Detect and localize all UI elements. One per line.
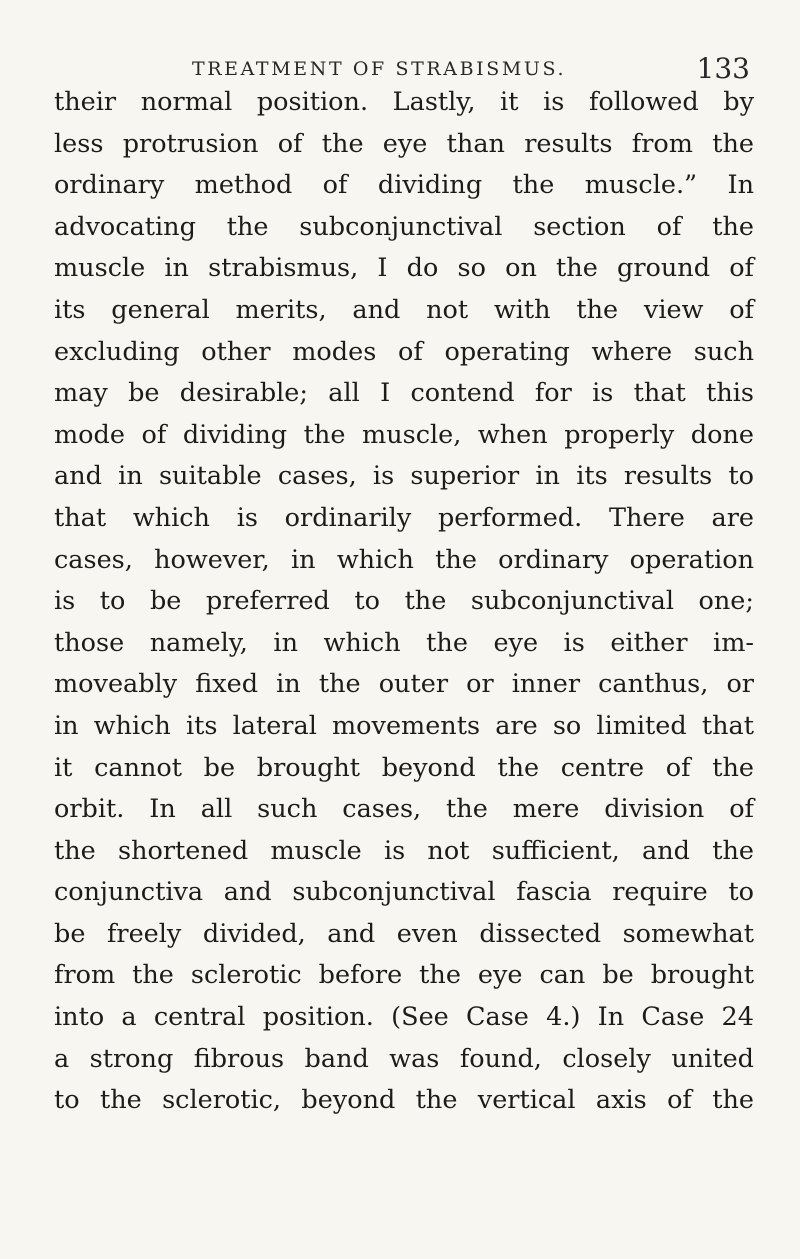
text-line: conjunctiva and subconjunctival fascia require to xyxy=(54,877,754,908)
text-line: to the sclerotic, beyond the vertical axis of the xyxy=(54,1085,754,1116)
text-line: a strong fibrous band was found, closely united xyxy=(54,1043,754,1074)
text-line: it cannot be brought beyond the centre of the xyxy=(54,752,754,783)
text-line: ordinary method of dividing the muscle.” In xyxy=(54,170,754,201)
text-line: muscle in strabismus, I do so on the ground of xyxy=(54,253,754,284)
text-line: less protrusion of the eye than results from the xyxy=(54,128,754,159)
text-line: the shortened muscle is not sufficient, and the xyxy=(54,835,754,866)
text-line: moveably fixed in the outer or inner canthus, or xyxy=(54,669,754,700)
text-line: excluding other modes of operating where such xyxy=(54,336,754,367)
text-line: from the sclerotic before the eye can be brought xyxy=(54,960,754,991)
page-number: 133 xyxy=(696,52,750,85)
text-line: mode of dividing the muscle, when properly done xyxy=(54,419,754,450)
text-line: in which its lateral movements are so limited that xyxy=(54,710,754,741)
text-line: orbit. In all such cases, the mere division of xyxy=(54,794,754,825)
text-line: their normal position. Lastly, it is followed by xyxy=(54,87,754,117)
text-line: those namely, in which the eye is either im- xyxy=(54,627,754,658)
running-title: TREATMENT OF STRABISMUS. xyxy=(192,58,567,80)
text-line: that which is ordinarily performed. There are xyxy=(54,502,754,533)
text-line: its general merits, and not with the view of xyxy=(54,294,754,325)
body-text xyxy=(54,82,754,1122)
text-line: may be desirable; all I contend for is that this xyxy=(54,378,754,409)
text-line: and in suitable cases, is superior in its results to xyxy=(54,461,754,492)
text-line: is to be preferred to the subconjunctival one; xyxy=(54,586,754,617)
text-line: into a central position. (See Case 4.) In Case 24 xyxy=(54,1002,754,1033)
text-line: cases, however, in which the ordinary operation xyxy=(54,544,754,575)
text-line: be freely divided, and even dissected somewhat xyxy=(54,918,754,949)
text-line: advocating the subconjunctival section of the xyxy=(54,211,754,242)
